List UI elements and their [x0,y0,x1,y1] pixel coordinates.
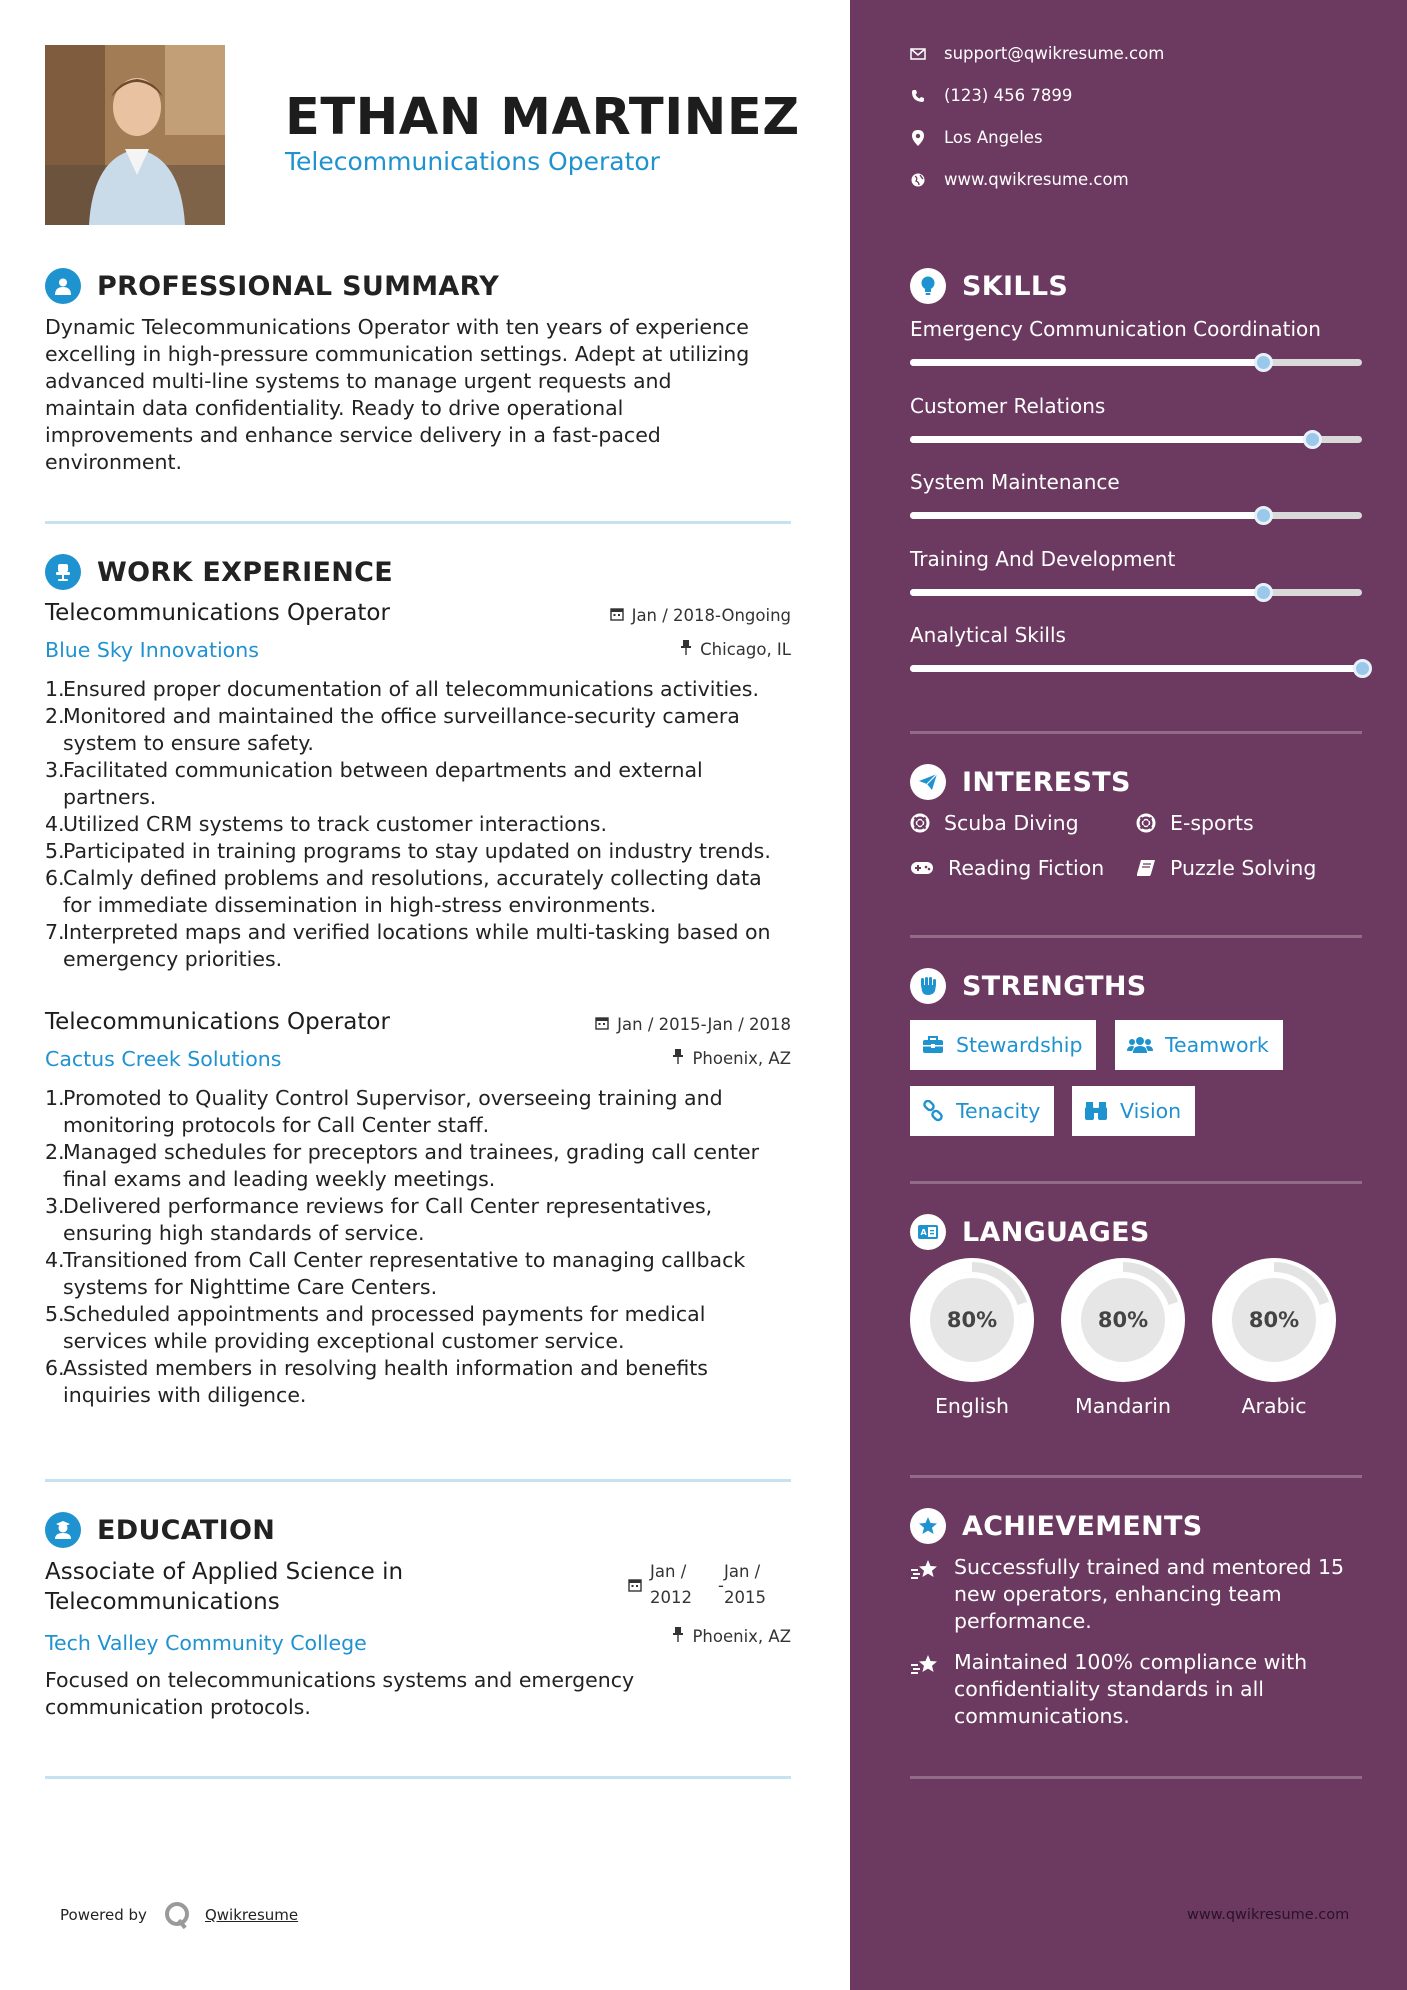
language-name: English [934,1394,1010,1418]
interest-label: Reading Fiction [948,856,1105,880]
achievements-title: ACHIEVEMENTS [962,1510,1203,1542]
calendar-icon [610,606,624,625]
job-bullets [45,1085,791,1409]
description-line: communication protocols. [45,1695,311,1719]
interest-item [910,856,1104,880]
summary-line: Dynamic Telecommunications Operator with ten years of experience [45,315,749,339]
contact-location [910,128,1043,147]
achievements-heading [910,1508,1203,1544]
education-school: Tech Valley Community College [45,1631,367,1655]
bullet-item: 4. Utilized CRM systems to track customer interactions. [45,812,608,836]
job-entry [45,1009,791,1409]
candidate-title: Telecommunications Operator [285,147,660,176]
strength-chip [1072,1086,1195,1136]
qwikresume-logo-icon [163,1900,193,1930]
language-item [1212,1258,1336,1418]
summary-line: environment. [45,450,183,474]
job-company: Cactus Creek Solutions [45,1047,282,1071]
section-divider [45,521,791,524]
section-divider [910,1776,1362,1779]
bullet-item: 6. Assisted members in resolving health information and benefits inquiries with diligence. [45,1356,708,1407]
skill-name: Emergency Communication Coordination [910,317,1321,341]
language-percent: 80% [1097,1308,1149,1332]
powered-by-label: Powered by [60,1906,147,1924]
start-date: Jan / 2012 [650,1562,693,1607]
footer-website-link[interactable]: www.qwikresume.com [1187,1907,1350,1923]
fist-icon [910,968,946,1004]
contact-website-text: www.qwikresume.com [944,170,1129,189]
section-divider [45,1479,791,1482]
skill-item [910,623,1362,672]
date-separator: - [718,1576,724,1595]
language-percent: 80% [1248,1308,1300,1332]
calendar-icon [595,1015,609,1034]
languages-heading [910,1214,1150,1250]
skill-bar-knob [1353,659,1372,678]
globe-icon [910,173,926,187]
language-item [1061,1258,1185,1418]
achievement-item [910,1649,1362,1730]
language-name: Arabic [1241,1394,1307,1418]
interest-label: Scuba Diving [944,811,1079,835]
education-entry [45,1557,791,1721]
briefcase-icon [922,1036,944,1054]
user-icon [45,268,81,304]
skill-bar [910,359,1362,366]
job-title: Telecommunications Operator [45,600,390,626]
achievement-item [910,1554,1362,1635]
contact-phone[interactable] [910,86,1072,105]
envelope-icon [910,48,926,60]
pin-icon [680,640,692,659]
gamepad-icon [910,861,934,875]
skill-item [910,317,1362,366]
job-company: Blue Sky Innovations [45,638,259,662]
skill-item [910,547,1362,596]
bullet-item: 7. Interpreted maps and verified locations while multi-tasking based on emergency priorities. [45,920,771,971]
interest-item [1136,856,1316,880]
section-divider [45,1776,791,1779]
achievement-text: Successfully trained and mentored 15 new operators, enhancing team performance. [954,1555,1345,1633]
sidebar [850,0,1407,1990]
strength-label: Stewardship [956,1033,1083,1057]
skill-bar-knob [1254,583,1273,602]
summary-line: maintain data confidentiality. Ready to drive operational [45,396,624,420]
language-icon [910,1214,946,1250]
svg-text:A: A [920,1228,927,1237]
skill-bar-fill [910,589,1263,596]
shooting-star-icon [910,1554,944,1584]
education-location [672,1627,791,1646]
bullet-item: 5. Participated in training programs to stay updated on industry trends. [45,839,771,863]
skill-item [910,394,1362,443]
bullet-item: 2. Managed schedules for preceptors and trainees, grading call center final exams and leading weekly meetings. [45,1140,760,1191]
star-badge-icon [910,1508,946,1544]
skill-name: Training And Development [910,546,1176,571]
phone-icon [910,89,926,103]
summary-line: excelling in high-pressure communication settings. Adept at utilizing [45,342,750,366]
section-divider [910,731,1362,734]
interest-label: Puzzle Solving [1170,856,1317,880]
bullet-item: 6. Calmly defined problems and resolutions, accurately collecting data for immediate dissemination in high-stress environments. [45,866,762,917]
summary-title: PROFESSIONAL SUMMARY [97,270,500,302]
paper-plane-icon [910,764,946,800]
contact-location-text: Los Angeles [944,128,1043,147]
skills-heading [910,268,1068,304]
summary-heading [45,268,499,304]
job-bullets [45,676,791,973]
skill-bar-fill [910,359,1263,366]
achievement-text: Maintained 100% compliance with confidentiality standards in all communications. [954,1650,1308,1728]
job-date [595,1015,791,1034]
language-name: Mandarin [1075,1394,1171,1418]
job-date-text: Jan / 2018-Ongoing [631,606,791,625]
profile-photo [45,45,225,225]
skill-bar-fill [910,436,1312,443]
interests-heading [910,764,1131,800]
language-ring [1061,1258,1185,1382]
education-degree [45,1557,485,1617]
contact-website[interactable] [910,170,1129,189]
strengths-title: STRENGTHS [962,970,1147,1002]
skill-bar [910,512,1362,519]
summary-line: advanced multi-line systems to manage urgent requests and [45,369,672,393]
link-icon [922,1100,944,1122]
chair-icon [45,554,81,590]
experience-title: WORK EXPERIENCE [97,556,393,588]
skill-bar-fill [910,665,1362,672]
degree-line: Associate of Applied Science in [45,1559,404,1585]
bullet-item: 1. Ensured proper documentation of all telecommunications activities. [45,677,759,701]
interest-item [910,811,1079,835]
strengths-heading [910,968,1147,1004]
binoculars-icon [1084,1101,1108,1121]
strength-chip [1115,1020,1283,1070]
job-date-text: Jan / 2015-Jan / 2018 [617,1015,791,1034]
contact-email-text: support@qwikresume.com [944,44,1165,63]
education-title: EDUCATION [97,1514,276,1546]
map-pin-icon [910,130,926,146]
lightbulb-icon [910,268,946,304]
summary-text [45,314,785,476]
summary-line: improvements and enhance service delivery in a fast-paced [45,423,661,447]
job-location-text: Chicago, IL [700,640,791,659]
language-ring [1212,1258,1336,1382]
skill-bar-knob [1254,353,1273,372]
skill-bar [910,665,1362,672]
calendar-icon [628,1574,642,1600]
lifebuoy-icon [910,813,930,833]
interest-label: E-sports [1170,811,1254,835]
bullet-item: 5. Scheduled appointments and processed payments for medical services while providing exceptional customer service. [45,1302,706,1353]
strength-label: Teamwork [1165,1033,1269,1057]
skill-bar-knob [1254,506,1273,525]
skill-name: System Maintenance [910,470,1120,494]
bullet-item: 3. Facilitated communication between departments and external partners. [45,758,703,809]
description-line: Focused on telecommunications systems and emergency [45,1668,635,1692]
bullet-item: 3. Delivered performance reviews for Call Center representatives, ensuring high standards of service. [45,1194,713,1245]
education-description [45,1667,785,1721]
bullet-item: 2. Monitored and maintained the office surveillance-security camera system to ensure safety. [45,704,740,755]
lifebuoy-icon [1136,813,1156,833]
strength-label: Vision [1120,1099,1182,1123]
language-item [910,1258,1034,1418]
job-title: Telecommunications Operator [45,1009,390,1035]
shooting-star-icon [910,1649,944,1679]
pin-icon [672,1627,684,1646]
job-entry [45,600,791,973]
interest-item [1136,811,1254,835]
candidate-name: ETHAN MARTINEZ [285,88,800,147]
book-icon [1136,859,1156,877]
section-divider [910,1475,1362,1478]
skill-bar-knob [1303,430,1322,449]
experience-heading [45,554,393,590]
language-ring [910,1258,1034,1382]
pin-icon [672,1049,684,1068]
skill-name: Analytical Skills [910,623,1066,647]
job-location-text: Phoenix, AZ [692,1049,791,1068]
contact-email[interactable] [910,44,1164,63]
languages-title: LANGUAGES [962,1216,1150,1248]
education-heading [45,1512,275,1548]
qwikresume-link[interactable]: Qwikresume [204,1906,299,1924]
strength-chip [910,1086,1054,1136]
bullet-item: 1. Promoted to Quality Control Supervisor, overseeing training and monitoring protocols for Call Center staff. [45,1086,723,1137]
language-percent: 80% [946,1308,998,1332]
section-divider [910,1181,1362,1184]
job-date [610,606,791,625]
job-location [680,640,791,659]
users-icon [1127,1036,1153,1054]
skills-title: SKILLS [962,270,1069,302]
contact-phone-text: (123) 456 7899 [944,86,1073,105]
bullet-item: 4. Transitioned from Call Center representative to managing callback systems for Nighttime Care Centers. [45,1248,746,1299]
section-divider [910,935,1362,938]
skill-bar [910,436,1362,443]
graduation-icon [45,1512,81,1548]
strength-chip [910,1020,1096,1070]
skill-bar [910,589,1362,596]
skill-name: Customer Relations [910,393,1106,418]
education-dates [628,1559,766,1611]
degree-line: Telecommunications [45,1589,280,1615]
interests-title: INTERESTS [962,766,1131,798]
skill-bar-fill [910,512,1263,519]
end-date: Jan / 2015 [724,1562,766,1607]
job-location [672,1049,791,1068]
powered-by [60,1900,298,1930]
skill-item [910,470,1362,519]
education-location-text: Phoenix, AZ [692,1627,791,1646]
strength-label: Tenacity [956,1099,1041,1123]
